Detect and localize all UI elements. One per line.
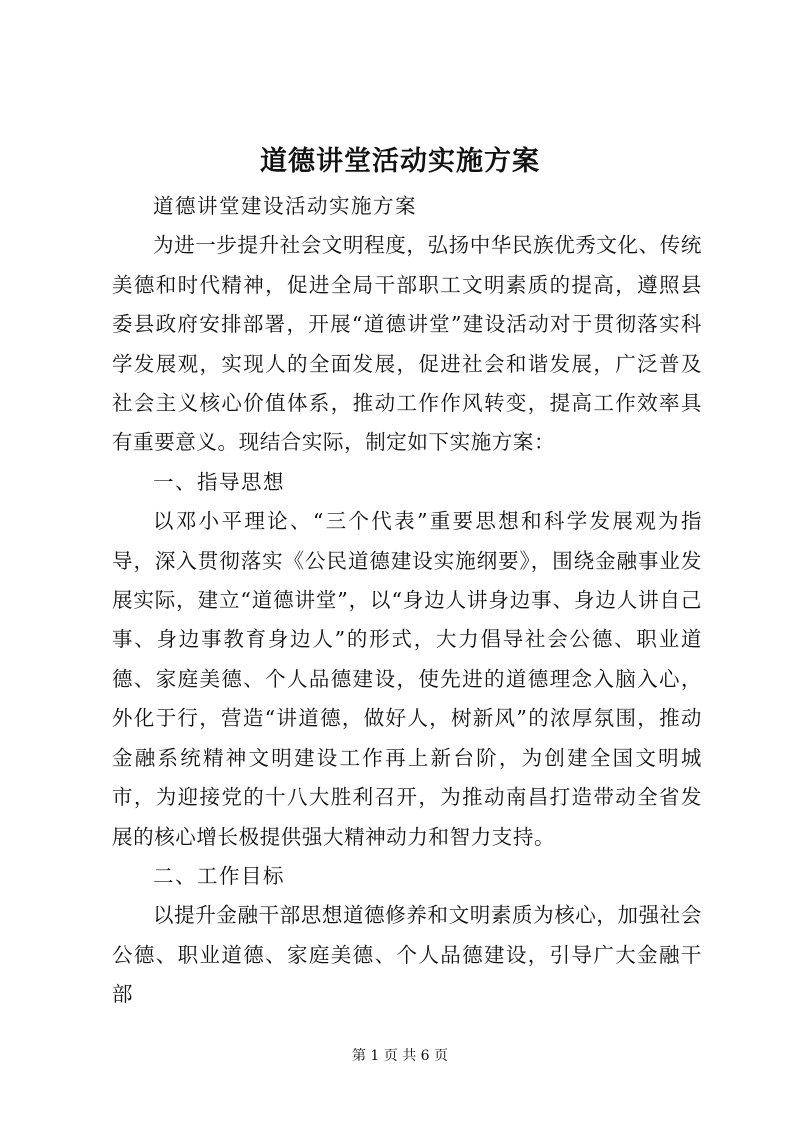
intro-paragraph: 为进一步提升社会文明程度，弘扬中华民族优秀文化、传统美德和时代精神，促进全局干部职工文明素质的提高，遵照县委县政府安排部署，开展“道德讲堂”建设活动对于贯彻落实科学发展观，实现人的全面发展，促进社会和谐发展，广泛普及社会主义核心价值体系，推动工作作风转变，提高工作效率具有重要意义。现结合实际，制定如下实施方案： (112, 233, 702, 455)
document-title: 道德讲堂活动实施方案 (260, 146, 540, 177)
subtitle-paragraph: 道德讲堂建设活动实施方案 (153, 194, 417, 218)
document-body (112, 187, 702, 1015)
section-heading-guiding-thought: 一、指导思想 (153, 469, 285, 494)
section-heading-work-goals: 二、工作目标 (153, 863, 285, 888)
work-goals-paragraph: 以提升金融干部思想道德修养和文明素质为核心，加强社会公德、职业道德、家庭美德、个人品德建设，引导广大金融干部 (112, 903, 702, 1007)
page-number-footer: 第 1 页 共 6 页 (351, 1048, 449, 1064)
guiding-thought-paragraph: 以邓小平理论、“三个代表”重要思想和科学发展观为指导，深入贯彻落实《公民道德建设实施纲要》，围绕金融事业发展实际，建立“道德讲堂”，以“身边人讲身边事、身边人讲自己事、身边事教育身边人”的形式，大力倡导社会公德、职业道德、家庭美德、个人品德建设，使先进的道德理念入脑入心，外化于行，营造“讲道德，做好人，树新风”的浓厚氛围，推动金融系统精神文明建设工作再上新台阶，为创建全国文明城市，为迎接党的十八大胜利召开，为推动南昌打造带动全省发展的核心增长极提供强大精神动力和智力支持。 (112, 509, 702, 849)
